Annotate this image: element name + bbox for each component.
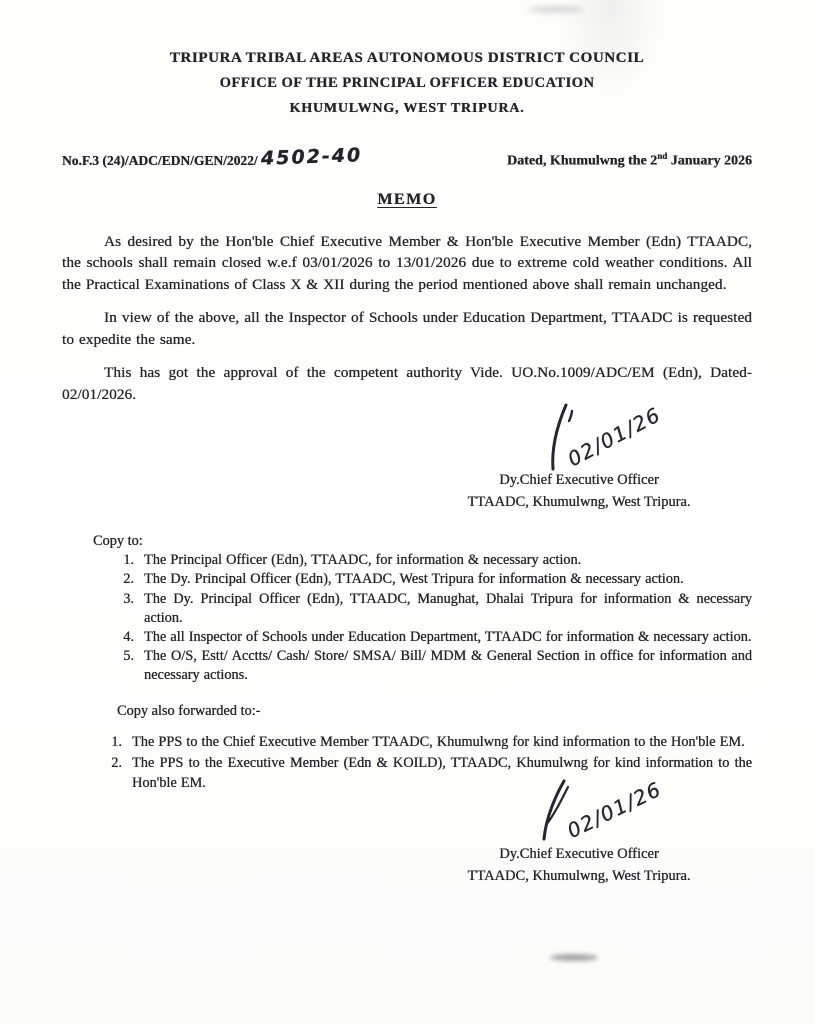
signatory-office-1: TTAADC, Khumulwng, West Tripura. bbox=[467, 494, 691, 511]
copy-to-label: Copy to: bbox=[93, 533, 143, 550]
copy-forwarded-list bbox=[62, 733, 752, 794]
copy-forwarded-label: Copy also forwarded to:- bbox=[117, 702, 261, 719]
signatory-office-2: TTAADC, Khumulwng, West Tripura. bbox=[467, 868, 691, 885]
distribution-section bbox=[62, 531, 752, 793]
date-text: Dated, Khumulwng the 2 bbox=[507, 153, 658, 169]
copy-to-item-2: 2. The Dy. Principal Officer (Edn), TTAADC, West Tripura for information & necessary action. bbox=[138, 570, 752, 589]
signatory-designation-1: Dy.Chief Executive Officer bbox=[499, 472, 659, 489]
signature-block-2 bbox=[414, 776, 744, 887]
office-location: KHUMULWNG, WEST TRIPURA. bbox=[289, 101, 525, 116]
signature-date-handwritten-2: 02/01/26 bbox=[563, 776, 666, 844]
paragraph-closure-order: As desired by the Hon'ble Chief Executive Member & Hon'ble Executive Member (Edn) TTAADC, the schools shall remain closed w.e.f 03/01/2026 to 13/01/2026 due to extreme cold weather conditions. All the Practical Examinations of Class X & XII during the period mentioned above shall remain unchanged. bbox=[62, 232, 752, 293]
signature-flourish-icon bbox=[542, 401, 576, 473]
signatory-designation-2: Dy.Chief Executive Officer bbox=[499, 846, 659, 863]
copy-to-item-5: 5. The O/S, Estt/ Acctts/ Cash/ Store/ SMSA/ Bill/ MDM & General Section in office for information and necessary actions. bbox=[138, 647, 752, 685]
office-name: OFFICE OF THE PRINCIPAL OFFICER EDUCATION bbox=[219, 75, 595, 91]
copy-to-list bbox=[62, 551, 752, 685]
signature-date-handwritten-1: 02/01/26 bbox=[563, 402, 665, 472]
memo-title: MEMO bbox=[377, 190, 437, 208]
date-ordinal-superscript: nd bbox=[657, 151, 668, 161]
reference-number-line bbox=[62, 143, 363, 174]
date-line bbox=[507, 143, 752, 175]
handwritten-signature-1 bbox=[542, 401, 680, 473]
scan-smudge-bottom bbox=[550, 954, 598, 961]
signature-block-1 bbox=[414, 402, 744, 513]
reference-number-handwritten: 4502-40 bbox=[260, 143, 363, 170]
copy-forwarded-item-2: 2. The PPS to the Executive Member (Edn & KOILD), TTAADC, Khumulwng for kind information to the Hon'ble EM. bbox=[126, 754, 752, 793]
copy-to-item-3: 3. The Dy. Principal Officer (Edn), TTAADC, Manughat, Dhalai Tripura for information & necessary action. bbox=[138, 590, 752, 628]
date-year: January 2026 bbox=[667, 153, 752, 169]
organization-name: TRIPURA TRIBAL AREAS AUTONOMOUS DISTRICT COUNCIL bbox=[169, 50, 645, 66]
copy-forwarded-item-1: 1. The PPS to the Chief Executive Member TTAADC, Khumulwng for kind information to the Hon'ble EM. bbox=[126, 733, 752, 753]
copy-to-item-4: 4. The all Inspector of Schools under Education Department, TTAADC for information & necessary action. bbox=[138, 628, 752, 647]
letterhead bbox=[62, 46, 752, 121]
paragraph-approval: This has got the approval of the competent authority Vide. UO.No.1009/ADC/EM (Edn), Dated-02/01/2026. bbox=[62, 364, 752, 403]
reference-number-printed: No.F.3 (24)/ADC/EDN/GEN/2022/ bbox=[62, 152, 258, 168]
copy-to-item-1: 1. The Principal Officer (Edn), TTAADC, for information & necessary action. bbox=[138, 551, 752, 570]
paragraph-instruction: In view of the above, all the Inspector of Schools under Education Department, TTAADC is requested to expedite the same. bbox=[62, 309, 752, 348]
reference-row bbox=[62, 143, 752, 175]
scan-smudge-top bbox=[528, 6, 584, 13]
